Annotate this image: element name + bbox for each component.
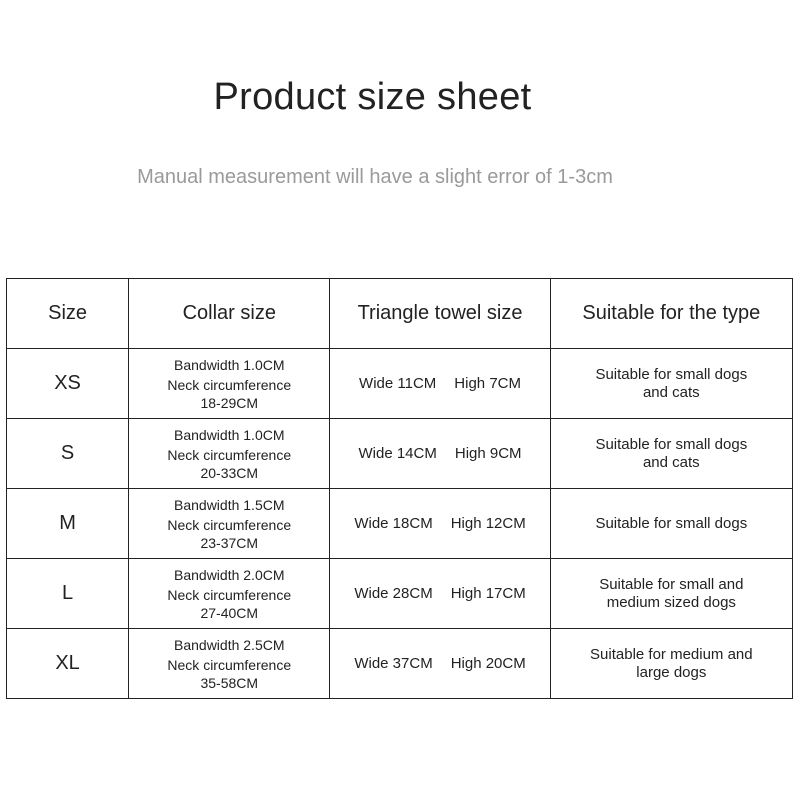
neck-label-text: Neck circumference	[167, 656, 292, 673]
neck-range-text: 23-37CM	[200, 534, 259, 551]
column-header-triangle-towel-size: Triangle towel size	[330, 279, 550, 349]
suitable-type-text: Suitable for small and medium sized dogs	[599, 575, 744, 611]
neck-label-text: Neck circumference	[167, 446, 292, 463]
towel-size-cell	[330, 489, 550, 559]
bandwidth-text: Bandwidth 1.0CM	[174, 426, 285, 443]
collar-size-cell	[129, 349, 330, 419]
suitable-type-cell	[550, 349, 792, 419]
towel-wide-text: Wide 28CM	[354, 585, 433, 602]
collar-size-cell	[129, 489, 330, 559]
column-header-size: Size	[7, 279, 129, 349]
bandwidth-text: Bandwidth 1.5CM	[174, 496, 285, 513]
towel-high-text: High 17CM	[450, 585, 526, 602]
towel-size-cell	[330, 629, 550, 699]
size-cell: XS	[7, 349, 129, 419]
suitable-type-text: Suitable for small dogs and cats	[595, 365, 748, 401]
towel-wide-text: Wide 37CM	[354, 655, 433, 672]
towel-wide-text: Wide 14CM	[358, 445, 437, 462]
towel-size-cell	[330, 349, 550, 419]
neck-label-text: Neck circumference	[167, 586, 292, 603]
suitable-type-text: Suitable for small dogs	[595, 514, 748, 532]
collar-size-cell	[129, 629, 330, 699]
page-title: Product size sheet	[213, 76, 532, 118]
table-row	[7, 419, 793, 489]
table-row	[7, 349, 793, 419]
bandwidth-text: Bandwidth 2.5CM	[174, 636, 285, 653]
size-cell: M	[7, 489, 129, 559]
collar-size-cell	[129, 419, 330, 489]
bandwidth-text: Bandwidth 2.0CM	[174, 566, 285, 583]
column-header-collar-size: Collar size	[129, 279, 330, 349]
neck-label-text: Neck circumference	[167, 376, 292, 393]
suitable-type-cell	[550, 489, 792, 559]
neck-range-text: 27-40CM	[200, 604, 259, 621]
towel-high-text: High 12CM	[450, 515, 526, 532]
table-row	[7, 559, 793, 629]
measurement-note: Manual measurement will have a slight error of 1-3cm	[137, 166, 613, 188]
towel-wide-text: Wide 11CM	[359, 375, 437, 392]
column-header-suitable-type: Suitable for the type	[550, 279, 792, 349]
table-row	[7, 629, 793, 699]
neck-range-text: 18-29CM	[200, 394, 259, 411]
neck-label-text: Neck circumference	[167, 516, 292, 533]
suitable-type-text: Suitable for medium and large dogs	[590, 645, 753, 681]
neck-range-text: 35-58CM	[200, 674, 259, 691]
size-cell: XL	[7, 629, 129, 699]
towel-size-cell	[330, 419, 550, 489]
suitable-type-cell	[550, 629, 792, 699]
collar-size-cell	[129, 559, 330, 629]
suitable-type-cell	[550, 419, 792, 489]
size-cell: L	[7, 559, 129, 629]
neck-range-text: 20-33CM	[200, 464, 259, 481]
size-cell: S	[7, 419, 129, 489]
towel-high-text: High 9CM	[454, 445, 522, 462]
table-row	[7, 489, 793, 559]
towel-high-text: High 20CM	[450, 655, 526, 672]
towel-size-cell	[330, 559, 550, 629]
towel-wide-text: Wide 18CM	[354, 515, 433, 532]
bandwidth-text: Bandwidth 1.0CM	[174, 356, 285, 373]
suitable-type-text: Suitable for small dogs and cats	[595, 435, 748, 471]
table-header-row	[7, 279, 793, 349]
towel-high-text: High 7CM	[454, 375, 521, 392]
size-table	[6, 278, 793, 699]
suitable-type-cell	[550, 559, 792, 629]
